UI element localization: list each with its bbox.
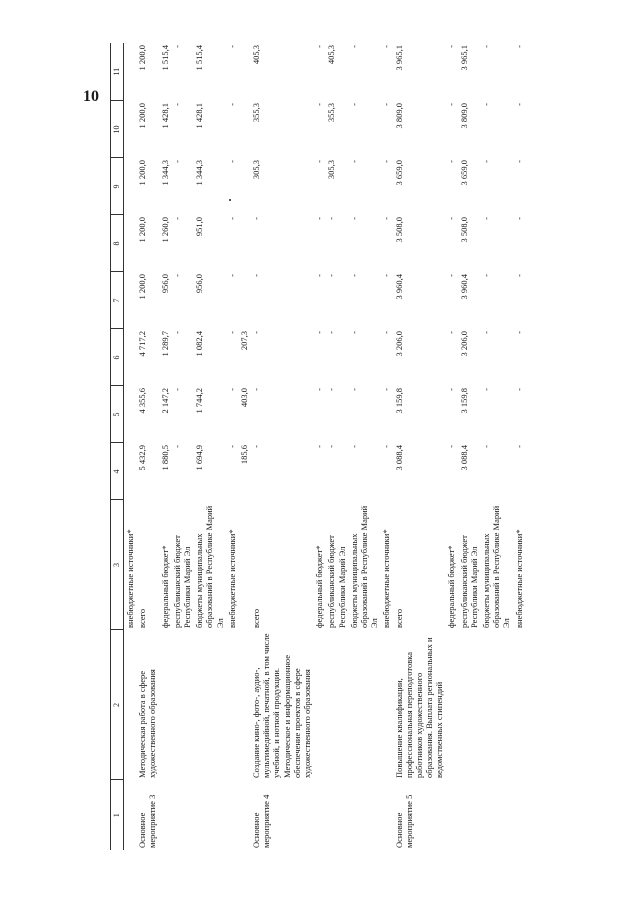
value-cell: - [314,274,325,277]
description-cell [380,630,392,780]
funding-source-cell: федеральный бюджет* [159,545,170,628]
value-cell: 956,0 [159,274,170,294]
table-row [124,43,137,850]
table-row [348,43,381,850]
value-cell [124,272,137,329]
measure-cell [513,780,525,850]
description-cell [445,630,457,780]
value-cell: - [171,160,182,163]
value-cell: 3 965,1 [458,45,469,71]
value-cell: - [348,388,359,391]
column-header-10: 10 [111,101,124,158]
value-cell: 4 355,6 [137,388,148,414]
budget-table-rotated [110,43,535,850]
value-cell: - [446,331,457,334]
value-cell: 1 344,3 [159,160,170,186]
value-cell: 355,3 [326,103,337,123]
value-cell: - [481,217,491,220]
measure-cell [313,780,325,850]
value-cell [238,272,250,329]
value-cell: - [226,388,237,391]
value-cell: - [171,388,182,391]
value-cell: 1 200,0 [137,103,148,129]
value-cell: - [481,445,491,448]
value-cell: - [251,388,262,391]
value-cell: 3 159,8 [458,388,469,414]
value-cell: - [226,103,237,106]
column-header-8: 8 [111,215,124,272]
column-header-7: 7 [111,272,124,329]
measure-cell [226,780,238,850]
value-cell: - [171,331,182,334]
column-header-6: 6 [111,329,124,386]
measure-cell [348,780,381,850]
value-cell: - [513,45,524,48]
table-row [445,43,457,850]
measure-cell [458,780,480,850]
table-row [136,43,158,850]
measure-cell [238,780,250,850]
value-cell: 3 088,4 [458,445,469,471]
value-cell: - [381,274,392,277]
value-cell [238,101,250,158]
funding-source-cell: республиканский бюджет Республики Марий Эл [458,535,479,628]
value-cell: - [446,388,457,391]
value-cell: - [381,331,392,334]
column-header-5: 5 [111,386,124,443]
value-cell: 1 200,0 [137,160,148,186]
value-cell: - [314,103,325,106]
value-cell: - [381,217,392,220]
table-row [226,43,238,850]
value-cell: - [348,331,359,334]
value-cell: 3 960,4 [393,274,404,300]
funding-source-cell: внебюджетные источники* [513,529,524,628]
measure-cell [171,780,193,850]
value-cell: - [314,445,325,448]
funding-source-cell: республиканский бюджет Республики Марий Эл [326,535,347,628]
value-cell: - [171,45,182,48]
table-row [380,43,392,850]
description-cell: Повышение квалификации, профессиональная переподготовка работников художественного образования. Выплата региональных и ведомственных стипендий [393,637,445,778]
measure-cell [480,780,513,850]
column-header-4: 4 [111,443,124,500]
value-cell: 3 159,8 [393,388,404,414]
description-cell [159,630,171,780]
value-cell: - [251,445,262,448]
value-cell: - [326,217,337,220]
value-cell: - [446,274,457,277]
column-header-1: 1 [111,780,124,850]
value-cell: - [446,217,457,220]
value-cell: - [513,160,524,163]
value-cell: - [226,217,237,220]
description-cell [226,630,238,780]
value-cell: - [226,45,237,48]
description-cell [480,630,513,780]
value-cell: 4 717,2 [137,331,148,357]
value-cell: - [326,274,337,277]
value-cell: - [226,274,237,277]
value-cell: 3 809,0 [458,103,469,129]
value-cell: - [348,445,359,448]
value-cell: - [171,217,182,220]
measure-cell: Основное мероприятие 4 [251,794,272,848]
value-cell: - [348,103,359,106]
value-cell: - [348,274,359,277]
description-cell [513,630,525,780]
value-cell: 1 082,4 [194,331,205,357]
value-cell: - [446,445,457,448]
value-cell: 1 515,4 [194,45,205,71]
value-cell: 3 809,0 [393,103,404,129]
value-cell: - [381,103,392,106]
value-cell: - [314,331,325,334]
measure-cell: Основное мероприятие 5 [393,794,414,848]
description-cell [193,630,226,780]
value-cell: - [513,217,524,220]
value-cell: - [226,160,237,163]
value-cell: - [513,445,524,448]
funding-source-cell: внебюджетные источники* [125,529,135,628]
value-cell: - [381,445,392,448]
measure-cell [325,780,347,850]
measure-cell [380,780,392,850]
value-cell: 3 206,0 [458,331,469,357]
funding-source-cell: внебюджетные источники* [226,529,237,628]
value-cell: - [446,103,457,106]
description-cell [238,630,250,780]
column-header-2: 2 [111,630,124,780]
value-cell: - [348,45,359,48]
value-cell: - [314,217,325,220]
value-cell: 3 960,4 [458,274,469,300]
table-row [393,43,446,850]
value-cell: - [226,331,237,334]
description-cell: Создание кино-, фото-, аудио-, мультимедийной, печатной, в том числе учебной, и нотной продукции. Методическое и информационное обеспечение проектов в сфере художественного образования [251,633,312,778]
measure-cell [159,780,171,850]
description-cell [171,630,193,780]
funding-source-cell: бюджеты муниципальных образований в Республике Марий Эл [194,505,225,628]
value-cell [124,329,137,386]
value-cell: 3 508,0 [458,217,469,243]
value-cell: 1 428,1 [194,103,205,129]
value-cell: - [481,45,491,48]
value-cell: 3 659,0 [393,160,404,186]
value-cell: - [513,388,524,391]
value-cell: 1 515,4 [159,45,170,71]
value-cell: - [326,331,337,334]
value-cell: 1 260,0 [159,217,170,243]
value-cell: - [314,45,325,48]
value-cell: 956,0 [194,274,205,294]
value-cell: 2 147,2 [159,388,170,414]
funding-source-cell: республиканский бюджет Республики Марий Эл [171,535,192,628]
value-cell: 207,3 [238,331,249,351]
value-cell: - [171,445,182,448]
value-cell: 1 744,2 [194,388,205,414]
funding-source-cell: федеральный бюджет* [446,545,457,628]
measure-cell [193,780,226,850]
funding-source-cell [238,500,250,630]
value-cell: 3 659,0 [458,160,469,186]
value-cell: 185,6 [238,445,249,465]
value-cell: - [446,160,457,163]
table-row [325,43,347,850]
value-cell: - [481,103,491,106]
column-header-9: 9 [111,158,124,215]
value-cell: - [481,331,491,334]
value-cell [124,443,137,500]
description-cell: Методическая работа в сфере художественного образования [137,669,158,778]
value-cell: - [381,160,392,163]
column-header-11: 11 [111,43,124,101]
funding-source-cell: бюджеты муниципальных образований в Республике Марий Эл [348,505,380,628]
value-cell: 3 206,0 [393,331,404,357]
value-cell: 3 508,0 [393,217,404,243]
table-body [124,43,525,850]
value-cell: 355,3 [251,103,262,123]
value-cell: - [326,445,337,448]
description-cell [313,630,325,780]
value-cell: - [226,445,237,448]
value-cell: - [381,388,392,391]
value-cell: - [171,274,182,277]
measure-cell [124,780,137,850]
value-cell: 403,0 [238,388,249,408]
table-row [159,43,171,850]
value-cell: - [251,331,262,334]
value-cell: 1 344,3 [194,160,205,186]
funding-source-cell: внебюджетные источники* [381,529,392,628]
value-cell: - [251,217,262,220]
column-header-3: 3 [111,500,124,630]
value-cell: 1 200,0 [137,217,148,243]
value-cell: - [481,160,491,163]
value-cell: 1 289,7 [159,331,170,357]
value-cell [238,43,250,101]
funding-source-cell: бюджеты муниципальных образований в Республике Марий Эл [481,505,512,628]
value-cell: - [513,103,524,106]
funding-source-cell: федеральный бюджет* [314,545,325,628]
value-cell: - [513,331,524,334]
page-number: 10 [83,88,99,105]
value-cell: - [481,388,491,391]
description-cell [325,630,347,780]
table-row [193,43,226,850]
value-cell: 305,3 [251,160,262,180]
value-cell: 405,3 [326,45,337,65]
table-row [171,43,193,850]
value-cell: 405,3 [251,45,262,65]
value-cell: 3 965,1 [393,45,404,71]
value-cell: - [348,160,359,163]
value-cell [238,215,250,272]
value-cell [124,158,137,215]
value-cell: - [446,45,457,48]
value-cell: - [251,274,262,277]
value-cell [124,43,137,101]
table-row [480,43,513,850]
table-row [250,43,313,850]
value-cell: 305,3 [326,160,337,180]
description-cell [124,630,137,780]
value-cell: - [381,45,392,48]
value-cell: - [481,274,491,277]
value-cell: 951,0 [194,217,205,237]
table-row [458,43,480,850]
value-cell: - [171,103,182,106]
description-cell [458,630,480,780]
description-cell [348,630,381,780]
table-row [513,43,525,850]
value-cell: 3 088,4 [393,445,404,471]
value-cell: 1 200,0 [137,45,148,71]
budget-table [110,43,525,850]
measure-cell [445,780,457,850]
value-cell: 1 880,5 [159,445,170,471]
measure-cell: Основное мероприятие 3 [137,794,158,848]
funding-source-cell: всего [137,608,148,628]
value-cell [124,215,137,272]
value-cell: - [314,160,325,163]
funding-source-cell: всего [393,608,404,628]
value-cell: 1 694,9 [194,445,205,471]
table-row [313,43,325,850]
value-cell [238,158,250,215]
value-cell: 1 200,0 [137,274,148,300]
value-cell: - [326,388,337,391]
value-cell [124,386,137,443]
value-cell [124,101,137,158]
table-row [238,43,250,850]
value-cell: - [314,388,325,391]
column-number-row [111,43,124,850]
funding-source-cell: всего [251,608,262,628]
value-cell: 1 428,1 [159,103,170,129]
value-cell: 5 432,9 [137,445,148,471]
value-cell: - [513,274,524,277]
value-cell: - [348,217,359,220]
